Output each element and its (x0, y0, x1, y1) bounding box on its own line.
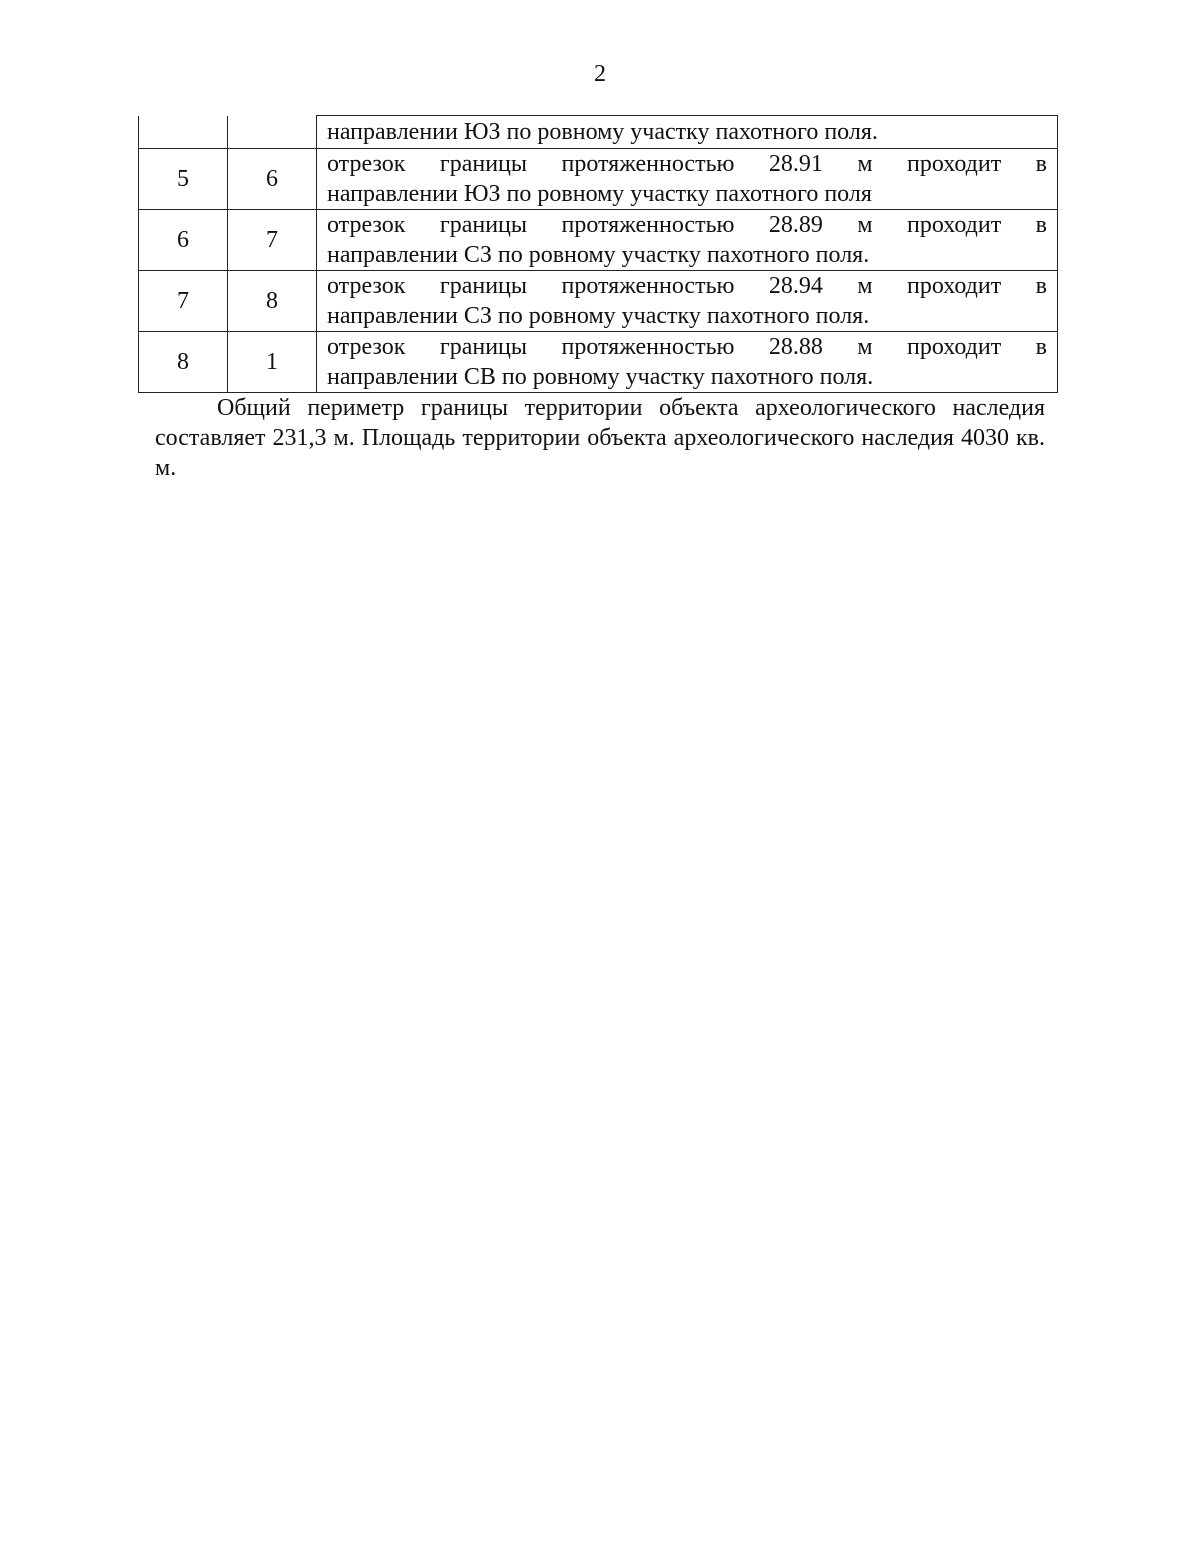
perimeter-area-summary: Общий периметр границы территории объекта археологического наследия составляет 231,3 м. Площадь территории объекта археологического наследия 4030 кв. м. (155, 395, 1045, 481)
description-line-1: отрезок границы протяженностью 28.89 м проходит в (327, 212, 1047, 238)
table-cell-from-point: 6 (139, 210, 228, 271)
table-cell-to-point: 7 (228, 210, 317, 271)
description-line-1: отрезок границы протяженностью 28.94 м проходит в (327, 273, 1047, 299)
table-cell-from-point: 7 (139, 271, 228, 332)
table-cell-from-point: 8 (139, 332, 228, 393)
table-row (139, 332, 1058, 393)
description-line-1: отрезок границы протяженностью 28.88 м проходит в (327, 334, 1047, 360)
table-cell-description (317, 332, 1058, 393)
table-cell-description-continuation: направлении ЮЗ по ровному участку пахотного поля. (317, 116, 1058, 149)
table-row (139, 210, 1058, 271)
table-row (139, 149, 1058, 210)
table-cell-description (317, 149, 1058, 210)
table-row-continuation (139, 116, 1058, 149)
table-row (139, 271, 1058, 332)
table-cell-empty (139, 116, 228, 149)
page-number: 2 (594, 61, 606, 87)
description-line-2: направлении СВ по ровному участку пахотного поля. (327, 364, 874, 390)
table-cell-description (317, 210, 1058, 271)
table-cell-from-point: 5 (139, 149, 228, 210)
description-line-2: направлении ЮЗ по ровному участку пахотного поля (327, 181, 872, 207)
description-line-2: направлении СЗ по ровному участку пахотного поля. (327, 303, 870, 329)
table-cell-to-point: 6 (228, 149, 317, 210)
boundary-segments-table (138, 115, 1058, 393)
table-cell-empty (228, 116, 317, 149)
table-cell-to-point: 8 (228, 271, 317, 332)
description-line-2: направлении СЗ по ровному участку пахотного поля. (327, 242, 870, 268)
table-cell-to-point: 1 (228, 332, 317, 393)
table-cell-description (317, 271, 1058, 332)
description-line-1: отрезок границы протяженностью 28.91 м проходит в (327, 151, 1047, 177)
